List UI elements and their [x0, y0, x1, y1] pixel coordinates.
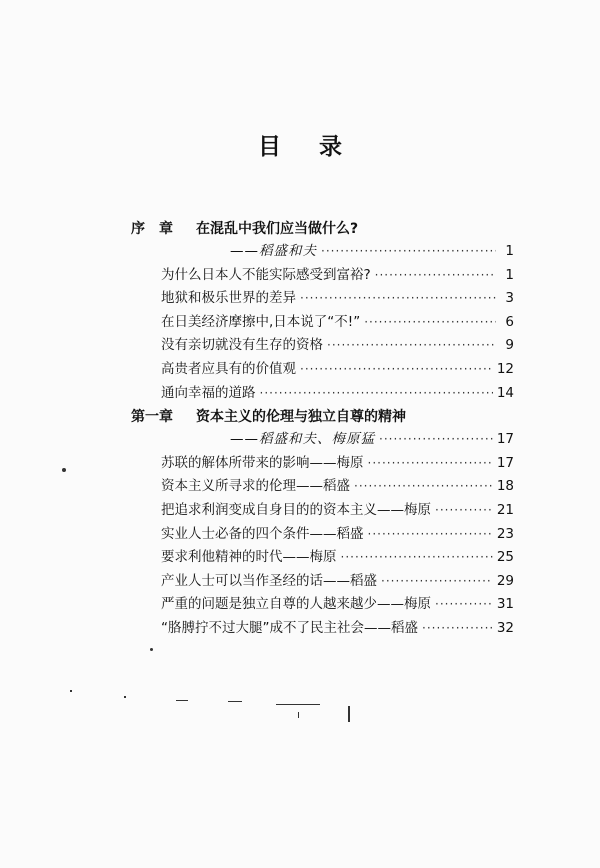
leader-dots	[422, 621, 493, 635]
toc-entry[interactable]	[0, 259, 600, 283]
page-number: 1	[505, 243, 514, 259]
entry-title: 严重的问题是独立自尊的人越来越少——梅原	[161, 596, 431, 613]
page-number: 29	[496, 572, 514, 589]
page-number: 25	[496, 549, 514, 566]
scan-speck	[150, 648, 153, 651]
chapter-label: 第一章	[131, 409, 173, 426]
chapter-author-line	[0, 235, 600, 259]
chapter-label: 序 章	[131, 221, 173, 237]
page-number: 1	[505, 266, 514, 283]
entry-title: 通向幸福的道路	[161, 384, 256, 401]
chapter-heading-one[interactable]	[0, 400, 600, 426]
leader-dots	[300, 362, 493, 376]
toc-entry[interactable]	[0, 565, 600, 589]
table-of-contents	[0, 212, 600, 636]
leader-dots	[260, 386, 493, 400]
entry-title: 苏联的解体所带来的影响——梅原	[161, 454, 364, 471]
scan-speck	[124, 696, 126, 698]
leader-dots	[379, 432, 493, 446]
scan-vertical-bar	[348, 706, 350, 722]
toc-entry[interactable]	[0, 470, 600, 494]
toc-entry[interactable]	[0, 353, 600, 377]
leader-dots	[435, 503, 493, 517]
page-number: 9	[505, 337, 514, 354]
toc-entry[interactable]	[0, 329, 600, 353]
page-number: 23	[496, 525, 514, 542]
page-number: 12	[496, 360, 514, 377]
page-number: 3	[505, 290, 514, 307]
leader-dots	[364, 315, 496, 329]
scan-rule	[276, 704, 320, 705]
toc-entry[interactable]	[0, 494, 600, 518]
chapter-title: 在混乱中我们应当做什么?	[196, 221, 359, 237]
scan-dash	[228, 701, 242, 702]
scan-speck	[70, 690, 72, 692]
chapter-author: ——稻盛和夫、梅原猛	[230, 431, 375, 448]
page-number: 14	[496, 384, 514, 401]
page-number: 21	[496, 501, 514, 518]
entry-title: 要求利他精神的时代——梅原	[161, 549, 337, 566]
toc-entry[interactable]	[0, 447, 600, 471]
entry-title: 实业人士必备的四个条件——稻盛	[161, 525, 364, 542]
page-number: 18	[496, 478, 514, 495]
leader-dots	[435, 597, 493, 611]
toc-entry[interactable]	[0, 518, 600, 542]
chapter-author: ——稻盛和夫	[230, 243, 317, 259]
entry-title: 资本主义所寻求的伦理——稻盛	[161, 478, 350, 495]
page-title: 目录	[258, 134, 380, 160]
leader-dots	[381, 574, 493, 588]
leader-dots	[354, 479, 493, 493]
scan-speck	[298, 712, 299, 718]
scan-dash	[176, 700, 188, 701]
page-number: 17	[496, 431, 514, 448]
scan-speck	[62, 468, 66, 472]
toc-entry[interactable]	[0, 282, 600, 306]
entry-title: 没有亲切就没有生存的资格	[161, 337, 323, 354]
entry-title: 高贵者应具有的价值观	[161, 360, 296, 377]
leader-dots	[341, 550, 493, 564]
page-number: 32	[496, 619, 514, 636]
entry-title: 地狱和极乐世界的差异	[161, 290, 296, 307]
entry-title: 在日美经济摩擦中,日本说了“不!”	[161, 313, 361, 330]
leader-dots	[300, 291, 496, 305]
leader-dots	[321, 244, 496, 258]
entry-title: 把追求利润变成自身目的的资本主义——梅原	[161, 501, 431, 518]
page-number: 31	[496, 596, 514, 613]
toc-entry[interactable]	[0, 306, 600, 330]
chapter-title: 资本主义的伦理与独立自尊的精神	[196, 409, 406, 426]
chapter-author-line	[0, 423, 600, 447]
leader-dots	[327, 338, 496, 352]
entry-title: 为什么日本人不能实际感受到富裕?	[161, 266, 371, 283]
leader-dots	[368, 456, 493, 470]
entry-title: “胳膊拧不过大腿”成不了民主社会——稻盛	[161, 619, 418, 636]
page-number: 17	[496, 454, 514, 471]
toc-entry[interactable]	[0, 377, 600, 401]
toc-entry[interactable]	[0, 588, 600, 612]
toc-entry[interactable]	[0, 612, 600, 636]
leader-dots	[368, 527, 493, 541]
leader-dots	[375, 268, 496, 282]
chapter-heading-preface[interactable]	[0, 212, 600, 235]
page-number: 6	[505, 313, 514, 330]
entry-title: 产业人士可以当作圣经的话——稻盛	[161, 572, 377, 589]
toc-entry[interactable]	[0, 541, 600, 565]
